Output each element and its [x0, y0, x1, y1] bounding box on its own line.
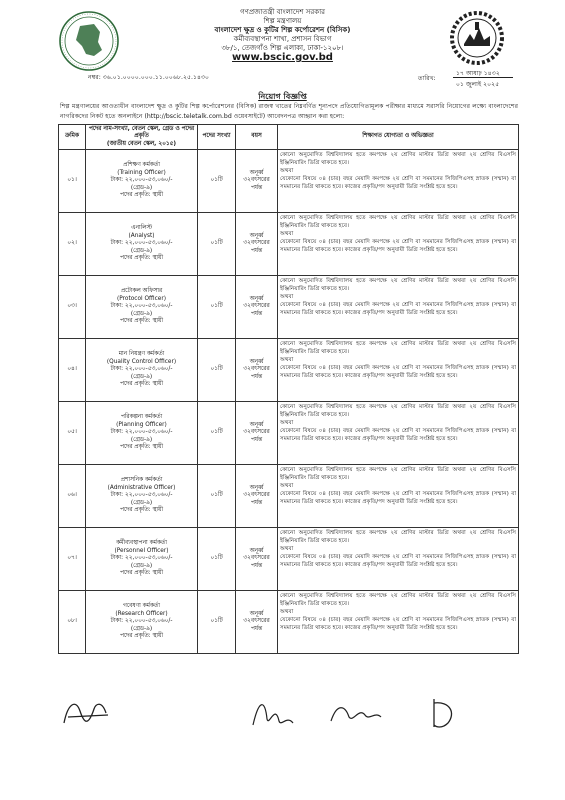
cell-count: ০১টি: [198, 213, 236, 276]
qualification-alternative: যেকোনো বিষয়ে ০৪ (চার) বছর মেয়াদি কমপক্ষে ২য় শ্রেণি বা সমমানের সিজিপিএসহ স্নাতক (সম্মান) বা সমমানের ডিগ্রি থাকতে হবে। কাজের প্রকৃতি/পদ অনুযায়ী ডিগ্রি সংশ্লিষ্ট হতে হবে।: [280, 554, 516, 568]
cell-count: ০১টি: [198, 339, 236, 402]
signature-4: [420, 693, 465, 733]
post-name-bn: কর্মীব্যবস্থাপনা কর্মকর্তা: [116, 540, 167, 547]
cell-post: [86, 402, 198, 465]
qualification-or: অথবা: [280, 168, 294, 174]
age-limit: অনূর্ধ্ব ৩২: [243, 295, 264, 310]
cell-post: [86, 276, 198, 339]
header-count: পদের সংখ্যা: [198, 125, 236, 150]
signature-1: [58, 693, 118, 733]
header-post-title: পদের নাম-সংখ্যা, বেতন স্কেল, গ্রেড ও পদের প্রকৃতি: [88, 125, 195, 140]
cell-count: ০১টি: [198, 276, 236, 339]
age-limit: অনূর্ধ্ব ৩২: [243, 169, 264, 184]
memo-number: নম্বর: ৩৬.০১.০০০০.০০০.১১.০০৬৮.২৫.১৪৩০: [88, 74, 210, 81]
qualification-alternative: যেকোনো বিষয়ে ০৪ (চার) বছর মেয়াদি কমপক্ষে ২য় শ্রেণি বা সমমানের সিজিপিএসহ স্নাতক (সম্মান) বা সমমানের ডিগ্রি থাকতে হবে। কাজের প্রকৃতি/পদ অনুযায়ী ডিগ্রি সংশ্লিষ্ট হতে হবে।: [280, 302, 516, 316]
age-unit: বৎসরের পর্যন্ত: [250, 177, 270, 191]
post-name-en: (Protocol Officer): [116, 295, 167, 302]
post-grade: (গ্রেড-৯): [130, 373, 153, 380]
cell-count: ০১টি: [198, 528, 236, 591]
qualification-alternative: যেকোনো বিষয়ে ০৪ (চার) বছর মেয়াদি কমপক্ষে ২য় শ্রেণি বা সমমানের সিজিপিএসহ স্নাতক (সম্মান) বা সমমানের ডিগ্রি থাকতে হবে। কাজের প্রকৃতি/পদ অনুযায়ী ডিগ্রি সংশ্লিষ্ট হতে হবে।: [280, 176, 516, 190]
cell-serial: ০৬।: [59, 465, 86, 528]
post-pay: টাকা: ২২,০০০-৫৩,০৬০/-: [110, 366, 173, 373]
cell-post: [86, 465, 198, 528]
qualification-primary: কোনো অনুমোদিত বিশ্ববিদ্যালয় হতে কমপক্ষে ২য় শ্রেণির মাস্টার ডিগ্রি অথবা ২য় শ্রেণির বিএসসি ইঞ্জিনিয়ারিং ডিগ্রি থাকতে হবে।: [280, 530, 516, 544]
post-name-en: (Analyst): [128, 232, 155, 239]
header-post-subtitle: (জাতীয় বেতন স্কেল, ২০১৫): [106, 140, 177, 147]
date-bangla: ১৭ আষাঢ় ১৪৩২: [456, 70, 500, 77]
header-corporation: বাংলাদেশ ক্ষুদ্র ও কুটির শিল্প কর্পোরেশন (বিসিক): [214, 26, 351, 34]
government-seal-logo: [58, 10, 120, 72]
header-serial: ক্রমিক: [59, 125, 86, 150]
age-limit: অনূর্ধ্ব ৩২: [243, 484, 264, 499]
notice-title: নিয়োগ বিজ্ঞপ্তি: [258, 92, 307, 101]
qualification-alternative: যেকোনো বিষয়ে ০৪ (চার) বছর মেয়াদি কমপক্ষে ২য় শ্রেণি বা সমমানের সিজিপিএসহ স্নাতক (সম্মান) বা সমমানের ডিগ্রি থাকতে হবে। কাজের প্রকৃতি/পদ অনুযায়ী ডিগ্রি সংশ্লিষ্ট হতে হবে।: [280, 428, 516, 442]
post-name-bn: প্রশিক্ষণ কর্মকর্তা: [123, 162, 160, 169]
cell-qualification: [278, 276, 519, 339]
header-age: বয়স: [236, 125, 278, 150]
post-name-en: (Personnel Officer): [114, 547, 169, 554]
cell-serial: ০১।: [59, 150, 86, 213]
signature-2: [245, 693, 300, 733]
post-name-en: (Quality Control Officer): [106, 358, 177, 365]
table-header-row: [59, 125, 519, 150]
table-row: [59, 276, 519, 339]
qualification-primary: কোনো অনুমোদিত বিশ্ববিদ্যালয় হতে কমপক্ষে ২য় শ্রেণির মাস্টার ডিগ্রি অথবা ২য় শ্রেণির বিএসসি ইঞ্জিনিয়ারিং ডিগ্রি থাকতে হবে।: [280, 593, 516, 607]
age-unit: বৎসরের পর্যন্ত: [250, 492, 270, 506]
table-row: [59, 591, 519, 654]
cell-qualification: [278, 213, 519, 276]
post-nature: পদের প্রকৃতি: স্থায়ী: [119, 192, 164, 199]
date-divider: [453, 77, 513, 78]
qualification-alternative: যেকোনো বিষয়ে ০৪ (চার) বছর মেয়াদি কমপক্ষে ২য় শ্রেণি বা সমমানের সিজিপিএসহ স্নাতক (সম্মান) বা সমমানের ডিগ্রি থাকতে হবে। কাজের প্রকৃতি/পদ অনুযায়ী ডিগ্রি সংশ্লিষ্ট হতে হবে।: [280, 239, 516, 253]
age-unit: বৎসরের পর্যন্ত: [250, 366, 270, 380]
header-website-link[interactable]: www.bscic.gov.bd: [232, 52, 333, 63]
post-grade: (গ্রেড-৯): [130, 184, 153, 191]
cell-age: [236, 465, 278, 528]
table-row: [59, 528, 519, 591]
qualification-primary: কোনো অনুমোদিত বিশ্ববিদ্যালয় হতে কমপক্ষে ২য় শ্রেণির মাস্টার ডিগ্রি অথবা ২য় শ্রেণির বিএসসি ইঞ্জিনিয়ারিং ডিগ্রি থাকতে হবে।: [280, 341, 516, 355]
qualification-primary: কোনো অনুমোদিত বিশ্ববিদ্যালয় হতে কমপক্ষে ২য় শ্রেণির মাস্টার ডিগ্রি অথবা ২য় শ্রেণির বিএসসি ইঞ্জিনিয়ারিং ডিগ্রি থাকতে হবে।: [280, 404, 516, 418]
date-label: তারিখ:: [418, 75, 436, 82]
qualification-alternative: যেকোনো বিষয়ে ০৪ (চার) বছর মেয়াদি কমপক্ষে ২য় শ্রেণি বা সমমানের সিজিপিএসহ স্নাতক (সম্মান) বা সমমানের ডিগ্রি থাকতে হবে। কাজের প্রকৃতি/পদ অনুযায়ী ডিগ্রি সংশ্লিষ্ট হতে হবে।: [280, 491, 516, 505]
table-row: [59, 402, 519, 465]
qualification-or: অথবা: [280, 420, 294, 426]
vacancy-table: [58, 124, 519, 654]
qualification-or: অথবা: [280, 546, 294, 552]
cell-age: [236, 528, 278, 591]
cell-age: [236, 591, 278, 654]
signature-3: [325, 693, 385, 733]
age-limit: অনূর্ধ্ব ৩২: [243, 421, 264, 436]
post-name-en: (Research Officer): [115, 610, 168, 617]
qualification-primary: কোনো অনুমোদিত বিশ্ববিদ্যালয় হতে কমপক্ষে ২য় শ্রেণির মাস্টার ডিগ্রি অথবা ২য় শ্রেণির বিএসসি ইঞ্জিনিয়ারিং ডিগ্রি থাকতে হবে।: [280, 215, 516, 229]
cell-age: [236, 276, 278, 339]
cell-post: [86, 528, 198, 591]
cell-serial: ০৭।: [59, 528, 86, 591]
post-pay: টাকা: ২২,০০০-৫৩,০৬০/-: [110, 618, 173, 625]
header-qualification: শিক্ষাগত যোগ্যতা ও অভিজ্ঞতা: [278, 125, 519, 150]
header-branch: কর্মীব্যবস্থাপনা শাখা, প্রশাসন বিভাগ: [233, 35, 332, 43]
cell-serial: ০৫।: [59, 402, 86, 465]
age-unit: বৎসরের পর্যন্ত: [250, 240, 270, 254]
post-grade: (গ্রেড-৯): [130, 310, 153, 317]
cell-serial: ০২।: [59, 213, 86, 276]
date-english: ০১ জুলাই ২০২৫: [456, 81, 500, 88]
qualification-alternative: যেকোনো বিষয়ে ০৪ (চার) বছর মেয়াদি কমপক্ষে ২য় শ্রেণি বা সমমানের সিজিপিএসহ স্নাতক (সম্মান) বা সমমানের ডিগ্রি থাকতে হবে। কাজের প্রকৃতি/পদ অনুযায়ী ডিগ্রি সংশ্লিষ্ট হতে হবে।: [280, 365, 516, 379]
qualification-or: অথবা: [280, 357, 294, 363]
qualification-alternative: যেকোনো বিষয়ে ০৪ (চার) বছর মেয়াদি কমপক্ষে ২য় শ্রেণি বা সমমানের সিজিপিএসহ স্নাতক (সম্মান) বা সমমানের ডিগ্রি থাকতে হবে। কাজের প্রকৃতি/পদ অনুযায়ী ডিগ্রি সংশ্লিষ্ট হতে হবে।: [280, 617, 516, 631]
age-unit: বৎসরের পর্যন্ত: [250, 555, 270, 569]
post-nature: পদের প্রকৃতি: স্থায়ী: [119, 444, 164, 451]
post-pay: টাকা: ২২,০০০-৫৩,০৬০/-: [110, 492, 173, 499]
cell-qualification: [278, 465, 519, 528]
table-row: [59, 150, 519, 213]
intro-paragraph: শিল্প মন্ত্রণালয়ের আওতাধীন বাংলাদেশ ক্ষুদ্র ও কুটির শিল্প কর্পোরেশনের (বিসিক) রাজস্ব খাতের নিম্নবর্ণিত শূন্যপদে প্রতিযোগিতামূলক পরীক্ষার মাধ্যমে সরাসরি নিয়োগের লক্ষ্যে বাংলাদেশের নাগরিকদের নিকট হতে অনলাইনে (http://bscic.teletalk.com.bd ওয়েবসাইটে) আবেদনপত্র আহ্বান করা হলো:: [60, 103, 518, 120]
post-pay: টাকা: ২২,০০০-৫৩,০৬০/-: [110, 429, 173, 436]
cell-post: [86, 150, 198, 213]
post-nature: পদের প্রকৃতি: স্থায়ী: [119, 633, 164, 640]
qualification-primary: কোনো অনুমোদিত বিশ্ববিদ্যালয় হতে কমপক্ষে ২য় শ্রেণির মাস্টার ডিগ্রি অথবা ২য় শ্রেণির বিএসসি ইঞ্জিনিয়ারিং ডিগ্রি থাকতে হবে।: [280, 152, 516, 166]
age-unit: বৎসরের পর্যন্ত: [250, 618, 270, 632]
post-pay: টাকা: ২২,০০০-৫৩,০৬০/-: [110, 303, 173, 310]
header-address: ৩৮/১, তেজগাঁও শিল্প এলাকা, ঢাকা-১২০৮।: [221, 44, 344, 52]
post-name-bn: গবেষণা কর্মকর্তা: [123, 603, 160, 610]
cell-qualification: [278, 402, 519, 465]
post-nature: পদের প্রকৃতি: স্থায়ী: [119, 507, 164, 514]
post-nature: পদের প্রকৃতি: স্থায়ী: [119, 255, 164, 262]
bscic-gear-logo: [446, 10, 508, 72]
post-nature: পদের প্রকৃতি: স্থায়ী: [119, 381, 164, 388]
post-grade: (গ্রেড-৯): [130, 247, 153, 254]
post-grade: (গ্রেড-৯): [130, 499, 153, 506]
cell-serial: ০৮।: [59, 591, 86, 654]
post-name-bn: মান নিয়ন্ত্রণ কর্মকর্তা: [118, 351, 165, 358]
post-pay: টাকা: ২২,০০০-৫৩,০৬০/-: [110, 240, 173, 247]
post-grade: (গ্রেড-৯): [130, 625, 153, 632]
cell-age: [236, 402, 278, 465]
qualification-or: অথবা: [280, 609, 294, 615]
post-name-bn: এনালিস্ট: [131, 225, 152, 232]
cell-count: ০১টি: [198, 591, 236, 654]
table-row: [59, 339, 519, 402]
age-unit: বৎসরের পর্যন্ত: [250, 303, 270, 317]
cell-post: [86, 213, 198, 276]
post-pay: টাকা: ২২,০০০-৫৩,০৬০/-: [110, 555, 173, 562]
cell-count: ০১টি: [198, 465, 236, 528]
post-grade: (গ্রেড-৯): [130, 562, 153, 569]
cell-age: [236, 150, 278, 213]
cell-serial: ০৩।: [59, 276, 86, 339]
post-name-bn: পরিকল্পনা কর্মকর্তা: [120, 414, 163, 421]
cell-count: ০১টি: [198, 150, 236, 213]
qualification-primary: কোনো অনুমোদিত বিশ্ববিদ্যালয় হতে কমপক্ষে ২য় শ্রেণির মাস্টার ডিগ্রি অথবা ২য় শ্রেণির বিএসসি ইঞ্জিনিয়ারিং ডিগ্রি থাকতে হবে।: [280, 278, 516, 292]
age-unit: বৎসরের পর্যন্ত: [250, 429, 270, 443]
header-government: গণপ্রজাতন্ত্রী বাংলাদেশ সরকার: [240, 8, 325, 16]
cell-age: [236, 339, 278, 402]
cell-qualification: [278, 150, 519, 213]
post-nature: পদের প্রকৃতি: স্থায়ী: [119, 570, 164, 577]
cell-age: [236, 213, 278, 276]
post-name-bn: প্রশাসনিক কর্মকর্তা: [120, 477, 163, 484]
qualification-or: অথবা: [280, 483, 294, 489]
post-name-en: (Training Officer): [117, 169, 166, 176]
post-nature: পদের প্রকৃতি: স্থায়ী: [119, 318, 164, 325]
post-name-en: (Administrative Officer): [107, 484, 176, 491]
age-limit: অনূর্ধ্ব ৩২: [243, 232, 264, 247]
cell-count: ০১টি: [198, 402, 236, 465]
header-post: [86, 125, 198, 150]
cell-post: [86, 339, 198, 402]
table-row: [59, 465, 519, 528]
cell-post: [86, 591, 198, 654]
post-pay: টাকা: ২২,০০০-৫৩,০৬০/-: [110, 177, 173, 184]
cell-qualification: [278, 528, 519, 591]
cell-serial: ০৪।: [59, 339, 86, 402]
post-name-en: (Planning Officer): [116, 421, 167, 428]
post-name-bn: প্রটোকল অফিসার: [120, 288, 163, 295]
age-limit: অনূর্ধ্ব ৩২: [243, 358, 264, 373]
cell-qualification: [278, 339, 519, 402]
qualification-primary: কোনো অনুমোদিত বিশ্ববিদ্যালয় হতে কমপক্ষে ২য় শ্রেণির মাস্টার ডিগ্রি অথবা ২য় শ্রেণির বিএসসি ইঞ্জিনিয়ারিং ডিগ্রি থাকতে হবে।: [280, 467, 516, 481]
header-ministry: শিল্প মন্ত্রণালয়: [263, 17, 302, 25]
qualification-or: অথবা: [280, 294, 294, 300]
age-limit: অনূর্ধ্ব ৩২: [243, 547, 264, 562]
qualification-or: অথবা: [280, 231, 294, 237]
age-limit: অনূর্ধ্ব ৩২: [243, 610, 264, 625]
post-grade: (গ্রেড-৯): [130, 436, 153, 443]
cell-qualification: [278, 591, 519, 654]
table-row: [59, 213, 519, 276]
